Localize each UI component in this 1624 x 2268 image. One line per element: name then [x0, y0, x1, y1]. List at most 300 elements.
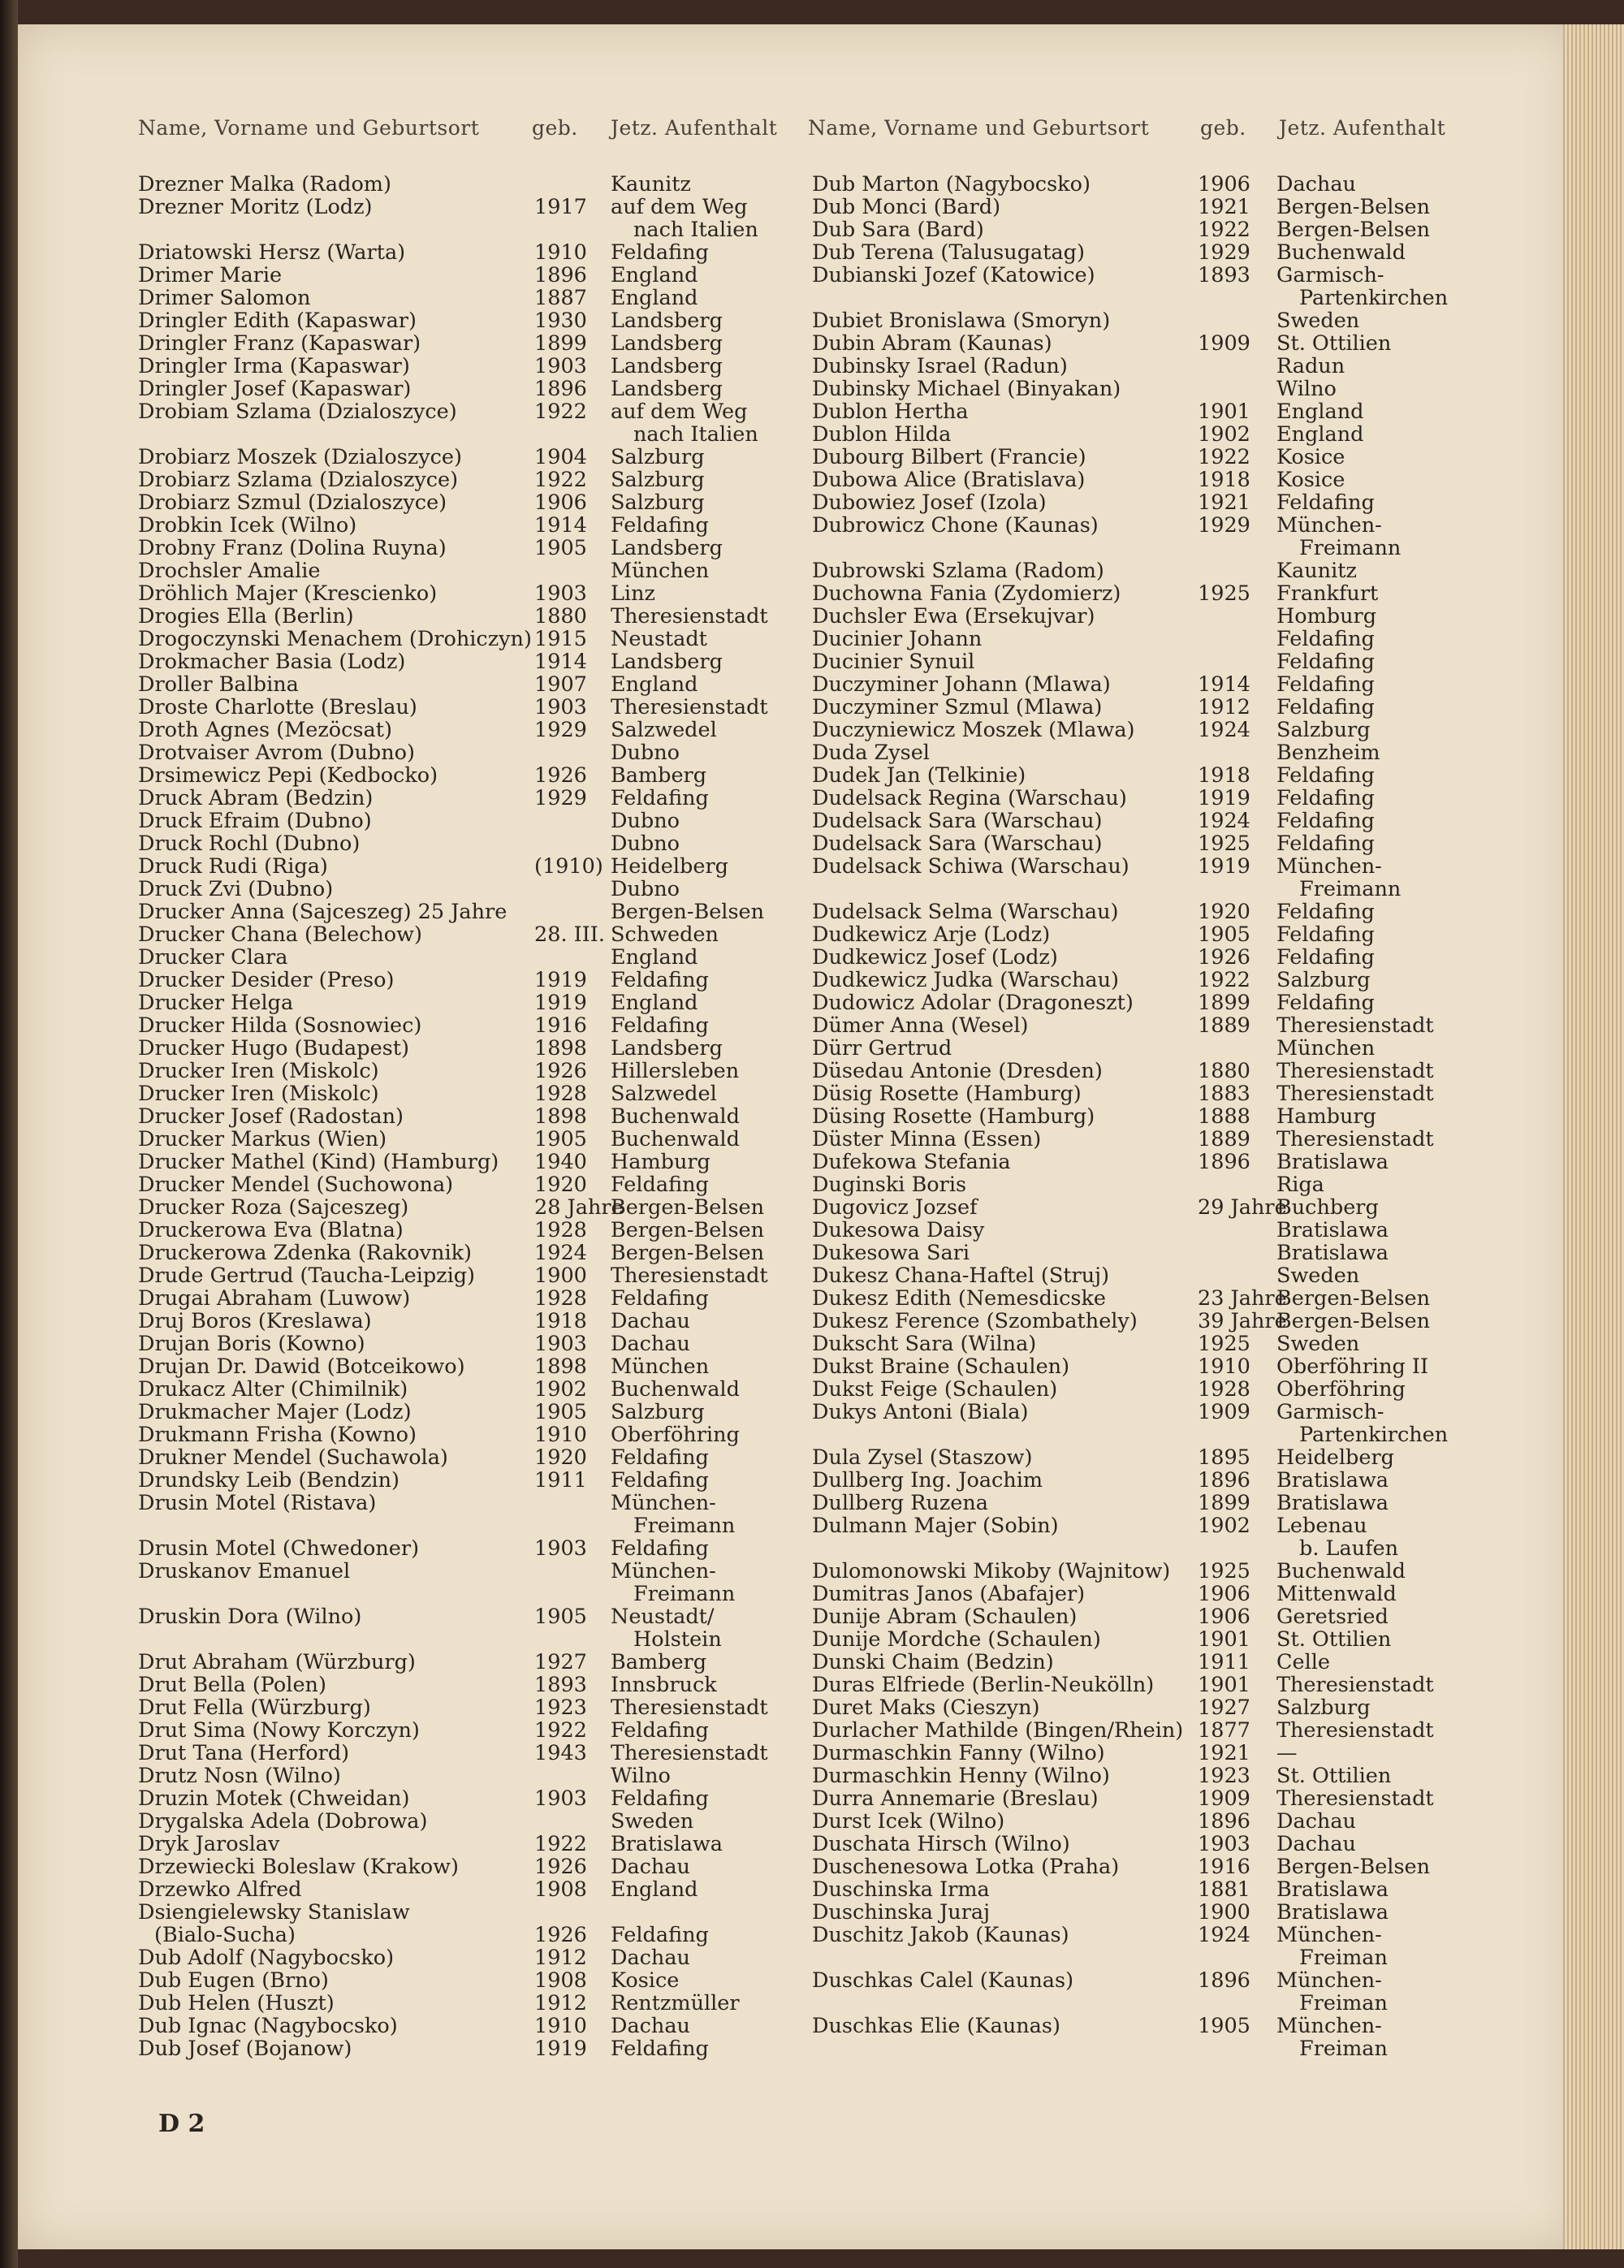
- entry-residence: Feldafing: [1276, 991, 1375, 1015]
- entry-year: 1924: [1198, 809, 1250, 833]
- entry-year: 1908: [534, 1968, 587, 1993]
- entry-name: Drundsky Leib (Bendzin): [138, 1468, 400, 1493]
- entry-name: Dubinsky Israel (Radun): [812, 354, 1068, 378]
- entry-year: 1905: [1198, 922, 1250, 947]
- entry-name: Dullberg Ing. Joachim: [812, 1468, 1043, 1493]
- entry-name: Dunski Chaim (Bedzin): [812, 1650, 1054, 1674]
- entry-residence: Buchenwald: [1276, 240, 1406, 265]
- entry-residence: Theresienstadt: [1276, 1127, 1434, 1151]
- entry-year: 1880: [1198, 1059, 1250, 1083]
- entry-residence: Benzheim: [1276, 741, 1380, 765]
- entry-name: Druzin Motek (Chweidan): [138, 1786, 410, 1811]
- entry-year: 1888: [1198, 1104, 1250, 1129]
- entry-year: 28 Jahre: [534, 1195, 624, 1220]
- entry-name: Drucker Anna (Sajceszeg) 25 Jahre: [138, 900, 508, 924]
- entry-residence: Buchenwald: [611, 1377, 740, 1402]
- entry-residence: Theresienstadt: [611, 604, 768, 629]
- entry-residence: Heidelberg: [611, 854, 728, 879]
- entry-residence: England: [1276, 400, 1364, 424]
- entry-year: 1898: [534, 1104, 587, 1129]
- entry-year: 39 Jahre: [1198, 1309, 1287, 1333]
- entry-name: Dudkewicz Arje (Lodz): [812, 922, 1051, 947]
- entry-residence: Bergen-Belsen: [611, 900, 765, 924]
- entry-residence: Hillersleben: [611, 1059, 740, 1083]
- entry-residence: Landsberg: [611, 331, 723, 356]
- entry-name: Druskanov Emanuel: [138, 1559, 351, 1583]
- entry-residence: Feldafing: [1276, 763, 1375, 788]
- entry-residence: München-: [1276, 513, 1382, 538]
- entry-name: Durlacher Mathilde (Bingen/Rhein): [812, 1718, 1184, 1743]
- entry-name: Drobiarz Szlama (Dzialoszyce): [138, 468, 459, 492]
- entry-residence: Salzwedel: [611, 1082, 717, 1106]
- entry-name: Duschata Hirsch (Wilno): [812, 1832, 1070, 1856]
- entry-residence: Garmisch-: [1276, 1400, 1384, 1424]
- entry-residence: Garmisch-: [1276, 263, 1384, 287]
- entry-residence: Feldafing: [1276, 922, 1375, 947]
- entry-year: 1926: [534, 1923, 587, 1947]
- entry-name: Duschkas Calel (Kaunas): [812, 1968, 1074, 1993]
- entry-residence: Feldafing: [1276, 490, 1375, 515]
- entry-residence: München-: [611, 1559, 716, 1583]
- entry-residence: Schweden: [611, 922, 719, 947]
- entry-name: Ducinier Johann: [812, 627, 983, 651]
- entry-year: 1899: [1198, 1491, 1250, 1515]
- entry-residence: Holstein: [633, 1627, 722, 1652]
- entry-year: 1928: [1198, 1377, 1250, 1402]
- entry-year: 1923: [534, 1696, 587, 1720]
- entry-residence: Freiman: [1299, 1946, 1388, 1970]
- entry-year: 1903: [534, 695, 587, 719]
- header-born-right: geb.: [1200, 116, 1246, 140]
- entry-year: 1896: [1198, 1150, 1250, 1174]
- entry-name: Duczyniewicz Moszek (Mlawa): [812, 718, 1135, 742]
- entry-name: Dudowicz Adolar (Dragoneszt): [812, 991, 1134, 1015]
- entry-year: 1917: [534, 195, 587, 219]
- entry-name: Dulmann Majer (Sobin): [812, 1514, 1059, 1538]
- entry-name: Dringler Edith (Kapaswar): [138, 309, 417, 333]
- entry-year: 1930: [534, 309, 587, 333]
- entry-year: 1922: [1198, 968, 1250, 992]
- entry-year: 1929: [1198, 240, 1250, 265]
- entry-name: Drobiarz Szmul (Dzialoszyce): [138, 490, 447, 515]
- header-name-right: Name, Vorname und Geburtsort: [808, 116, 1150, 140]
- entry-name: Drogies Ella (Berlin): [138, 604, 354, 629]
- entry-residence: Dubno: [611, 809, 680, 833]
- entry-residence: Dachau: [611, 2014, 690, 2038]
- entry-name: Dröhlich Majer (Krescienko): [138, 581, 438, 606]
- entry-residence: Theresienstadt: [1276, 1013, 1434, 1038]
- entry-residence: auf dem Weg: [611, 195, 748, 219]
- entry-year: 1920: [1198, 900, 1250, 924]
- entry-name: Drucker Clara: [138, 945, 288, 970]
- entry-year: 1880: [534, 604, 587, 629]
- entry-residence: Frankfurt: [1276, 581, 1379, 606]
- entry-name: Drujan Dr. Dawid (Botceikowo): [138, 1354, 465, 1379]
- entry-residence: Feldafing: [1276, 945, 1375, 970]
- entry-name: Dudek Jan (Telkinie): [812, 763, 1026, 788]
- entry-name: Duczyminer Szmul (Mlawa): [812, 695, 1103, 719]
- entry-name: Drucker Hilda (Sosnowiec): [138, 1013, 422, 1038]
- entry-residence: Sweden: [1276, 1332, 1360, 1356]
- entry-name: Dunije Mordche (Schaulen): [812, 1627, 1101, 1652]
- entry-residence: Bratislawa: [1276, 1900, 1389, 1925]
- entry-name: Dubinsky Michael (Binyakan): [812, 377, 1121, 401]
- entry-name: Dugovicz Jozsef: [812, 1195, 978, 1220]
- entry-residence: Radun: [1276, 354, 1345, 378]
- entry-residence: Feldafing: [611, 1173, 709, 1197]
- entry-residence: Oberföhring: [1276, 1377, 1406, 1402]
- entry-residence: Feldafing: [611, 1286, 709, 1311]
- entry-residence: Feldafing: [611, 1536, 709, 1561]
- entry-name: Dubourg Bilbert (Francie): [812, 445, 1086, 469]
- entry-residence: Homburg: [1276, 604, 1377, 629]
- entry-year: 1900: [534, 1264, 587, 1288]
- entry-name: Dukesz Edith (Nemesdicske: [812, 1286, 1107, 1311]
- entry-name: Dukscht Sara (Wilna): [812, 1332, 1037, 1356]
- entry-residence: Dubno: [611, 832, 680, 856]
- entry-residence: England: [1276, 422, 1364, 447]
- entry-year: 1910: [1198, 1354, 1250, 1379]
- entry-residence: Theresienstadt: [1276, 1786, 1434, 1811]
- entry-year: 1918: [534, 1309, 587, 1333]
- entry-name: Dudelsack Selma (Warschau): [812, 900, 1119, 924]
- entry-year: 1914: [534, 513, 587, 538]
- entry-year: 29 Jahre: [1198, 1195, 1287, 1220]
- entry-residence: Wilno: [611, 1764, 671, 1788]
- entry-year: 1904: [534, 445, 587, 469]
- entry-name: Dubowiez Josef (Izola): [812, 490, 1047, 515]
- entry-name: Dudelsack Regina (Warschau): [812, 786, 1127, 810]
- entry-residence: Dubno: [611, 741, 680, 765]
- entry-year: 1889: [1198, 1127, 1250, 1151]
- entry-year: 1901: [1198, 1673, 1250, 1697]
- entry-residence: München-: [1276, 1968, 1382, 1993]
- entry-year: 1928: [534, 1218, 587, 1242]
- entry-residence: Freimann: [1299, 536, 1402, 560]
- entry-name: Duschitz Jakob (Kaunas): [812, 1923, 1069, 1947]
- entry-year: 1908: [534, 1877, 587, 1902]
- entry-name: Dub Josef (Bojanow): [138, 2037, 352, 2061]
- entry-name: Dub Terena (Talusugatag): [812, 240, 1085, 265]
- entry-name: Drut Tana (Herford): [138, 1741, 350, 1765]
- entry-year: 1924: [1198, 718, 1250, 742]
- entry-year: 1903: [534, 1536, 587, 1561]
- entry-year: 1924: [534, 1241, 587, 1265]
- entry-year: 1928: [534, 1082, 587, 1106]
- entry-residence: Feldafing: [611, 1923, 709, 1947]
- entry-year: 28. III.: [534, 922, 605, 947]
- entry-residence: Feldafing: [1276, 695, 1375, 719]
- entry-name: Drut Bella (Polen): [138, 1673, 326, 1697]
- entry-year: 1909: [1198, 1400, 1250, 1424]
- entry-year: 1925: [1198, 832, 1250, 856]
- entry-year: 1921: [1198, 1741, 1250, 1765]
- entry-name: Druck Zvi (Dubno): [138, 877, 334, 901]
- entry-year: 1929: [534, 786, 587, 810]
- entry-residence: Theresienstadt: [611, 695, 768, 719]
- entry-name: (Bialo-Sucha): [154, 1923, 296, 1947]
- entry-residence: Landsberg: [611, 536, 723, 560]
- entry-residence: Feldafing: [611, 786, 709, 810]
- entry-residence: Celle: [1276, 1650, 1331, 1674]
- entry-residence: Dachau: [1276, 172, 1356, 197]
- entry-residence: Dachau: [611, 1855, 690, 1879]
- entry-name: Dudelsack Sara (Warschau): [812, 832, 1103, 856]
- entry-year: 1903: [534, 581, 587, 606]
- entry-name: Duschkas Elie (Kaunas): [812, 2014, 1060, 2038]
- entry-residence: Bratislawa: [1276, 1241, 1389, 1265]
- entry-name: Dukesowa Sari: [812, 1241, 970, 1265]
- entry-residence: Partenkirchen: [1299, 286, 1449, 310]
- entry-year: 1922: [1198, 445, 1250, 469]
- entry-residence: Bergen-Belsen: [1276, 1309, 1431, 1333]
- entry-year: 1907: [534, 672, 587, 697]
- entry-year: 1912: [534, 1991, 587, 2015]
- entry-residence: Buchenwald: [611, 1127, 740, 1151]
- entry-year: 1906: [1198, 172, 1250, 197]
- entry-year: 1906: [1198, 1582, 1250, 1606]
- entry-year: 1905: [534, 1127, 587, 1151]
- entry-name: Droller Balbina: [138, 672, 299, 697]
- entry-year: 1924: [1198, 1923, 1250, 1947]
- entry-residence: Landsberg: [611, 354, 723, 378]
- entry-name: Dudelsack Schiwa (Warschau): [812, 854, 1129, 879]
- entry-name: Drimer Salomon: [138, 286, 311, 310]
- entry-residence: Landsberg: [611, 377, 723, 401]
- entry-residence: Feldafing: [611, 1013, 709, 1038]
- entry-residence: Freiman: [1299, 1991, 1388, 2015]
- entry-year: 1883: [1198, 1082, 1250, 1106]
- entry-name: Duschinska Juraj: [812, 1900, 991, 1925]
- entry-residence: Bergen-Belsen: [1276, 195, 1431, 219]
- entry-residence: Kosice: [1276, 468, 1345, 492]
- entry-year: 1911: [534, 1468, 587, 1493]
- entry-year: 1926: [534, 763, 587, 788]
- entry-year: 1912: [1198, 695, 1250, 719]
- entry-residence: auf dem Weg: [611, 400, 748, 424]
- entry-name: Düsedau Antonie (Dresden): [812, 1059, 1103, 1083]
- entry-residence: Salzburg: [611, 468, 705, 492]
- entry-name: Dubrowski Szlama (Radom): [812, 559, 1104, 583]
- entry-residence: England: [611, 991, 698, 1015]
- entry-name: Drucker Mathel (Kind) (Hamburg): [138, 1150, 499, 1174]
- entry-residence: Freimann: [633, 1582, 736, 1606]
- entry-residence: München-: [1276, 2014, 1382, 2038]
- entry-name: Druck Abram (Bedzin): [138, 786, 374, 810]
- entry-name: Drobiarz Moszek (Dzialoszyce): [138, 445, 462, 469]
- entry-year: 1905: [534, 1400, 587, 1424]
- entry-name: Dullberg Ruzena: [812, 1491, 988, 1515]
- entry-name: Drimer Marie: [138, 263, 283, 287]
- header-residence-right: Jetz. Aufenthalt: [1279, 116, 1446, 140]
- entry-name: Drsimewicz Pepi (Kedbocko): [138, 763, 438, 788]
- entry-name: Drucker Hugo (Budapest): [138, 1036, 409, 1061]
- entry-name: Drucker Iren (Miskolc): [138, 1082, 379, 1106]
- entry-residence: Kosice: [1276, 445, 1345, 469]
- entry-name: Dukesz Chana-Haftel (Struj): [812, 1264, 1110, 1288]
- entry-year: 1910: [534, 2014, 587, 2038]
- entry-year: 1896: [1198, 1809, 1250, 1834]
- entry-year: 1911: [1198, 1650, 1250, 1674]
- entry-name: Druckerowa Zdenka (Rakovnik): [138, 1241, 473, 1265]
- entry-name: Dukys Antoni (Biala): [812, 1400, 1029, 1424]
- entry-residence: Partenkirchen: [1299, 1423, 1449, 1447]
- entry-residence: nach Italien: [633, 218, 758, 242]
- entry-residence: Buchberg: [1276, 1195, 1379, 1220]
- entry-year: 1943: [534, 1741, 587, 1765]
- entry-year: 1903: [1198, 1832, 1250, 1856]
- entry-year: 1925: [1198, 581, 1250, 606]
- entry-year: 1905: [534, 1605, 587, 1629]
- entry-residence: Feldafing: [1276, 900, 1375, 924]
- entry-name: Drobkin Icek (Wilno): [138, 513, 357, 538]
- entry-name: Dukst Braine (Schaulen): [812, 1354, 1070, 1379]
- entry-residence: Linz: [611, 581, 655, 606]
- entry-residence: England: [611, 945, 698, 970]
- entry-year: 1895: [1198, 1445, 1250, 1470]
- entry-name: Drut Fella (Würzburg): [138, 1696, 371, 1720]
- entry-residence: Dachau: [1276, 1809, 1356, 1834]
- entry-residence: Salzwedel: [611, 718, 717, 742]
- entry-name: Dukesowa Daisy: [812, 1218, 985, 1242]
- entry-name: Dudelsack Sara (Warschau): [812, 809, 1103, 833]
- entry-name: Driatowski Hersz (Warta): [138, 240, 406, 265]
- entry-residence: Bamberg: [611, 763, 707, 788]
- entry-residence: Theresienstadt: [1276, 1718, 1434, 1743]
- entry-year: 1910: [534, 240, 587, 265]
- entry-name: Durra Annemarie (Breslau): [812, 1786, 1099, 1811]
- entry-name: Drogoczynski Menachem (Drohiczyn): [138, 627, 532, 651]
- entry-residence: Salzburg: [611, 445, 705, 469]
- entry-year: 1900: [1198, 1900, 1250, 1925]
- entry-year: 1921: [1198, 490, 1250, 515]
- entry-name: Durmaschkin Henny (Wilno): [812, 1764, 1110, 1788]
- entry-name: Dudkewicz Judka (Warschau): [812, 968, 1119, 992]
- entry-name: Dubin Abram (Kaunas): [812, 331, 1052, 356]
- entry-residence: Neustadt/: [611, 1605, 715, 1629]
- entry-name: Durmaschkin Fanny (Wilno): [812, 1741, 1105, 1765]
- entry-residence: Theresienstadt: [611, 1741, 768, 1765]
- entry-year: 1928: [534, 1286, 587, 1311]
- header-residence-left: Jetz. Aufenthalt: [611, 116, 778, 140]
- entry-residence: Rentzmüller: [611, 1991, 740, 2015]
- entry-name: Duginski Boris: [812, 1173, 967, 1197]
- entry-name: Drochsler Amalie: [138, 559, 321, 583]
- entry-residence: nach Italien: [633, 422, 758, 447]
- entry-residence: Kaunitz: [1276, 559, 1357, 583]
- entry-residence: Bamberg: [611, 1650, 707, 1674]
- entry-residence: Dachau: [611, 1946, 690, 1970]
- entry-name: Dringler Irma (Kapaswar): [138, 354, 410, 378]
- entry-name: Duchsler Ewa (Ersekujvar): [812, 604, 1095, 629]
- entry-residence: Feldafing: [611, 968, 709, 992]
- entry-residence: Mittenwald: [1276, 1582, 1397, 1606]
- entry-name: Duschinska Irma: [812, 1877, 990, 1902]
- entry-name: Dukesz Ference (Szombathely): [812, 1309, 1138, 1333]
- entry-name: Duchowna Fania (Zydomierz): [812, 581, 1121, 606]
- entry-year: 1919: [534, 2037, 587, 2061]
- entry-name: Drucker Mendel (Suchowona): [138, 1173, 454, 1197]
- entry-residence: München: [1276, 1036, 1376, 1061]
- entry-name: Dubowa Alice (Bratislava): [812, 468, 1086, 492]
- entry-year: 1922: [534, 1718, 587, 1743]
- entry-residence: Sweden: [1276, 309, 1360, 333]
- entry-name: Duschenesowa Lotka (Praha): [812, 1855, 1120, 1879]
- entry-year: 1898: [534, 1036, 587, 1061]
- entry-name: Duda Zysel: [812, 741, 930, 765]
- entry-residence: Bergen-Belsen: [611, 1218, 765, 1242]
- entry-name: Drujan Boris (Kowno): [138, 1332, 365, 1356]
- entry-name: Druckerowa Eva (Blatna): [138, 1218, 404, 1242]
- entry-name: Drotvaiser Avrom (Dubno): [138, 741, 415, 765]
- entry-residence: Hamburg: [611, 1150, 710, 1174]
- entry-year: 1919: [1198, 854, 1250, 879]
- entry-residence: Theresienstadt: [611, 1696, 768, 1720]
- book-binding: [0, 0, 18, 2268]
- entry-residence: Bergen-Belsen: [1276, 1286, 1431, 1311]
- entry-residence: Oberföhring: [611, 1423, 740, 1447]
- entry-year: 1896: [534, 263, 587, 287]
- entry-name: Droth Agnes (Mezöcsat): [138, 718, 392, 742]
- entry-name: Drokmacher Basia (Lodz): [138, 650, 406, 674]
- entry-residence: England: [611, 672, 698, 697]
- entry-year: 1929: [534, 718, 587, 742]
- entry-residence: Freimann: [633, 1514, 736, 1538]
- entry-name: Druck Rochl (Dubno): [138, 832, 361, 856]
- entry-name: Drutz Nosn (Wilno): [138, 1764, 341, 1788]
- entry-residence: München: [611, 559, 710, 583]
- entry-year: 1926: [1198, 945, 1250, 970]
- entry-residence: Wilno: [1276, 377, 1337, 401]
- entry-residence: Feldafing: [611, 1786, 709, 1811]
- entry-name: Duret Maks (Cieszyn): [812, 1696, 1040, 1720]
- entry-year: 1903: [534, 354, 587, 378]
- entry-year: 1881: [1198, 1877, 1250, 1902]
- entry-residence: Freiman: [1299, 2037, 1388, 2061]
- entry-year: 1922: [534, 400, 587, 424]
- entry-name: Dublon Hilda: [812, 422, 952, 447]
- entry-residence: Bratislawa: [1276, 1218, 1389, 1242]
- entry-residence: St. Ottilien: [1276, 1764, 1392, 1788]
- entry-name: Dringler Josef (Kapaswar): [138, 377, 412, 401]
- entry-residence: Feldafing: [611, 1718, 709, 1743]
- entry-year: 1916: [1198, 1855, 1250, 1879]
- entry-name: Dubrowicz Chone (Kaunas): [812, 513, 1099, 538]
- entry-name: Droste Charlotte (Breslau): [138, 695, 417, 719]
- entry-year: 1902: [1198, 1514, 1250, 1538]
- entry-year: 1893: [534, 1673, 587, 1697]
- entry-year: 1899: [534, 331, 587, 356]
- entry-residence: Salzburg: [611, 1400, 705, 1424]
- entry-residence: Bergen-Belsen: [611, 1195, 765, 1220]
- entry-residence: Feldafing: [1276, 627, 1375, 651]
- page-edges: [1563, 24, 1624, 2249]
- entry-year: 1916: [534, 1013, 587, 1038]
- entry-residence: Sweden: [611, 1809, 694, 1834]
- entry-name: Dufekowa Stefania: [812, 1150, 1011, 1174]
- entry-name: Dubiet Bronislawa (Smoryn): [812, 309, 1111, 333]
- entry-residence: Lebenau: [1276, 1514, 1367, 1538]
- entry-name: Druck Efraim (Dubno): [138, 809, 372, 833]
- entry-name: Drucker Desider (Preso): [138, 968, 395, 992]
- entry-name: Drucker Josef (Radostan): [138, 1104, 404, 1129]
- entry-year: 1918: [1198, 468, 1250, 492]
- entry-residence: Landsberg: [611, 1036, 723, 1061]
- entry-year: 1920: [534, 1445, 587, 1470]
- entry-name: Dub Marton (Nagybocsko): [812, 172, 1091, 197]
- entry-residence: Feldafing: [611, 240, 709, 265]
- entry-name: Drezner Moritz (Lodz): [138, 195, 373, 219]
